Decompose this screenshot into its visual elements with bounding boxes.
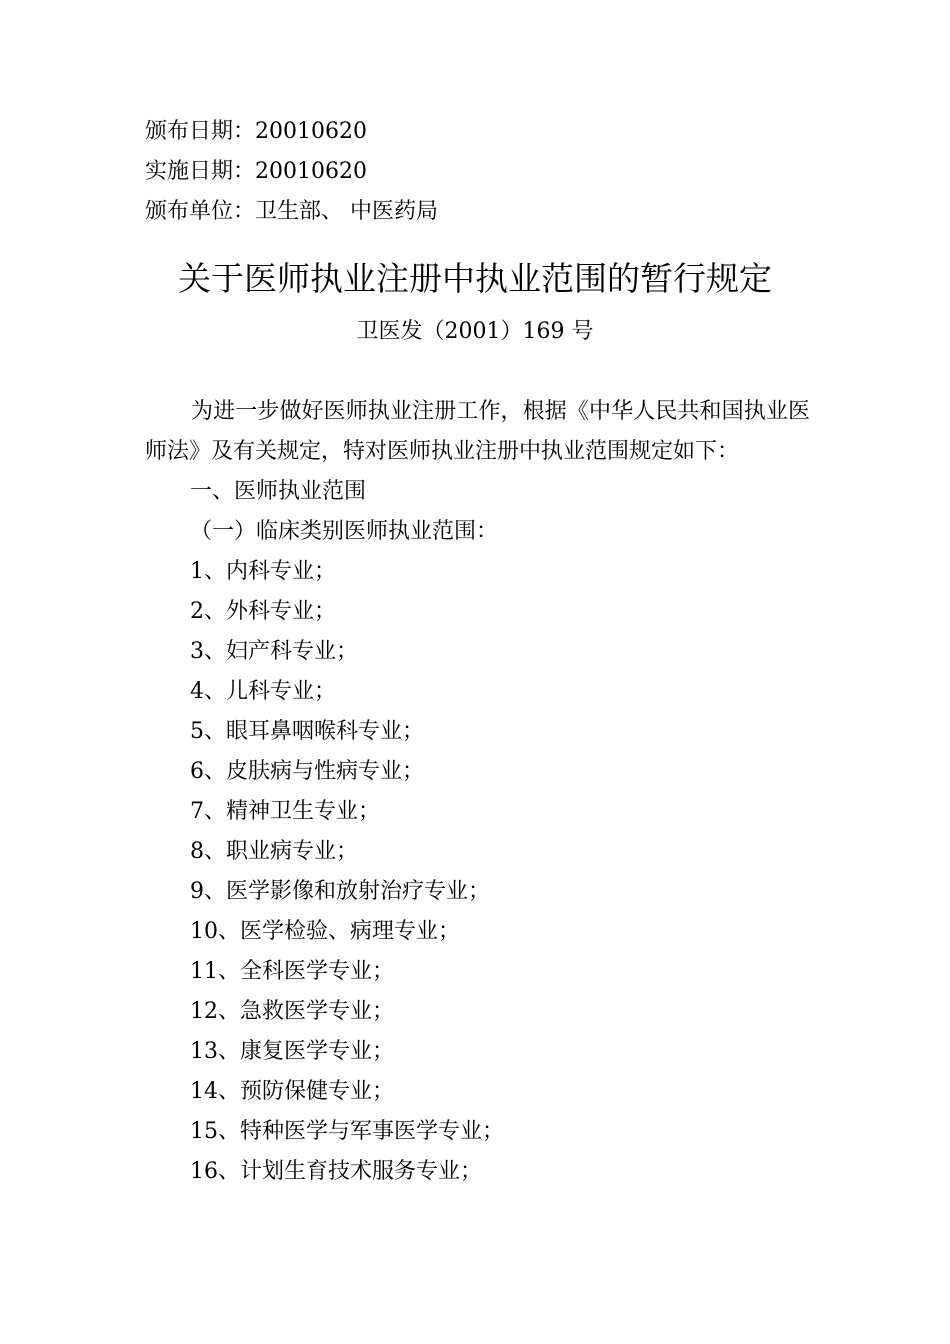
publish-date: 颁布日期：20010620 [145,119,367,144]
document-title: 关于医师执业注册中执业范围的暂行规定 [178,259,772,298]
intro-paragraph: 为进一步做好医师执业注册工作，根据《中华人民共和国执业医师法》及有关规定，特对医师执业注册中执业范围规定如下： [145,399,810,464]
list-item: 2、外科专业； [190,599,336,624]
list-item: 10、医学检验、病理专业； [190,919,460,944]
subsection-heading: （一）临床类别医师执业范围： [190,519,499,544]
list-item: 14、预防保健专业； [190,1079,394,1104]
list-item: 4、儿科专业； [190,679,336,704]
document-number: 卫医发（2001）169 号 [356,319,594,344]
publisher: 颁布单位：卫生部、 中医药局 [145,199,438,224]
list-item: 11、全科医学专业； [190,959,394,984]
list-item: 9、医学影像和放射治疗专业； [190,879,490,904]
section-heading: 一、医师执业范围 [190,479,367,504]
list-item: 15、特种医学与军事医学专业； [190,1119,504,1144]
list-item: 1、内科专业； [190,559,336,584]
list-item: 16、计划生育技术服务专业； [190,1159,482,1184]
list-item: 6、皮肤病与性病专业； [190,759,424,784]
effective-date: 实施日期：20010620 [145,159,367,184]
list-item: 13、康复医学专业； [190,1039,394,1064]
list-item: 3、妇产科专业； [190,639,358,664]
list-item: 7、精神卫生专业； [190,799,380,824]
list-item: 12、急救医学专业； [190,999,394,1024]
list-item: 5、眼耳鼻咽喉科专业； [190,719,424,744]
list-item: 8、职业病专业； [190,839,358,864]
